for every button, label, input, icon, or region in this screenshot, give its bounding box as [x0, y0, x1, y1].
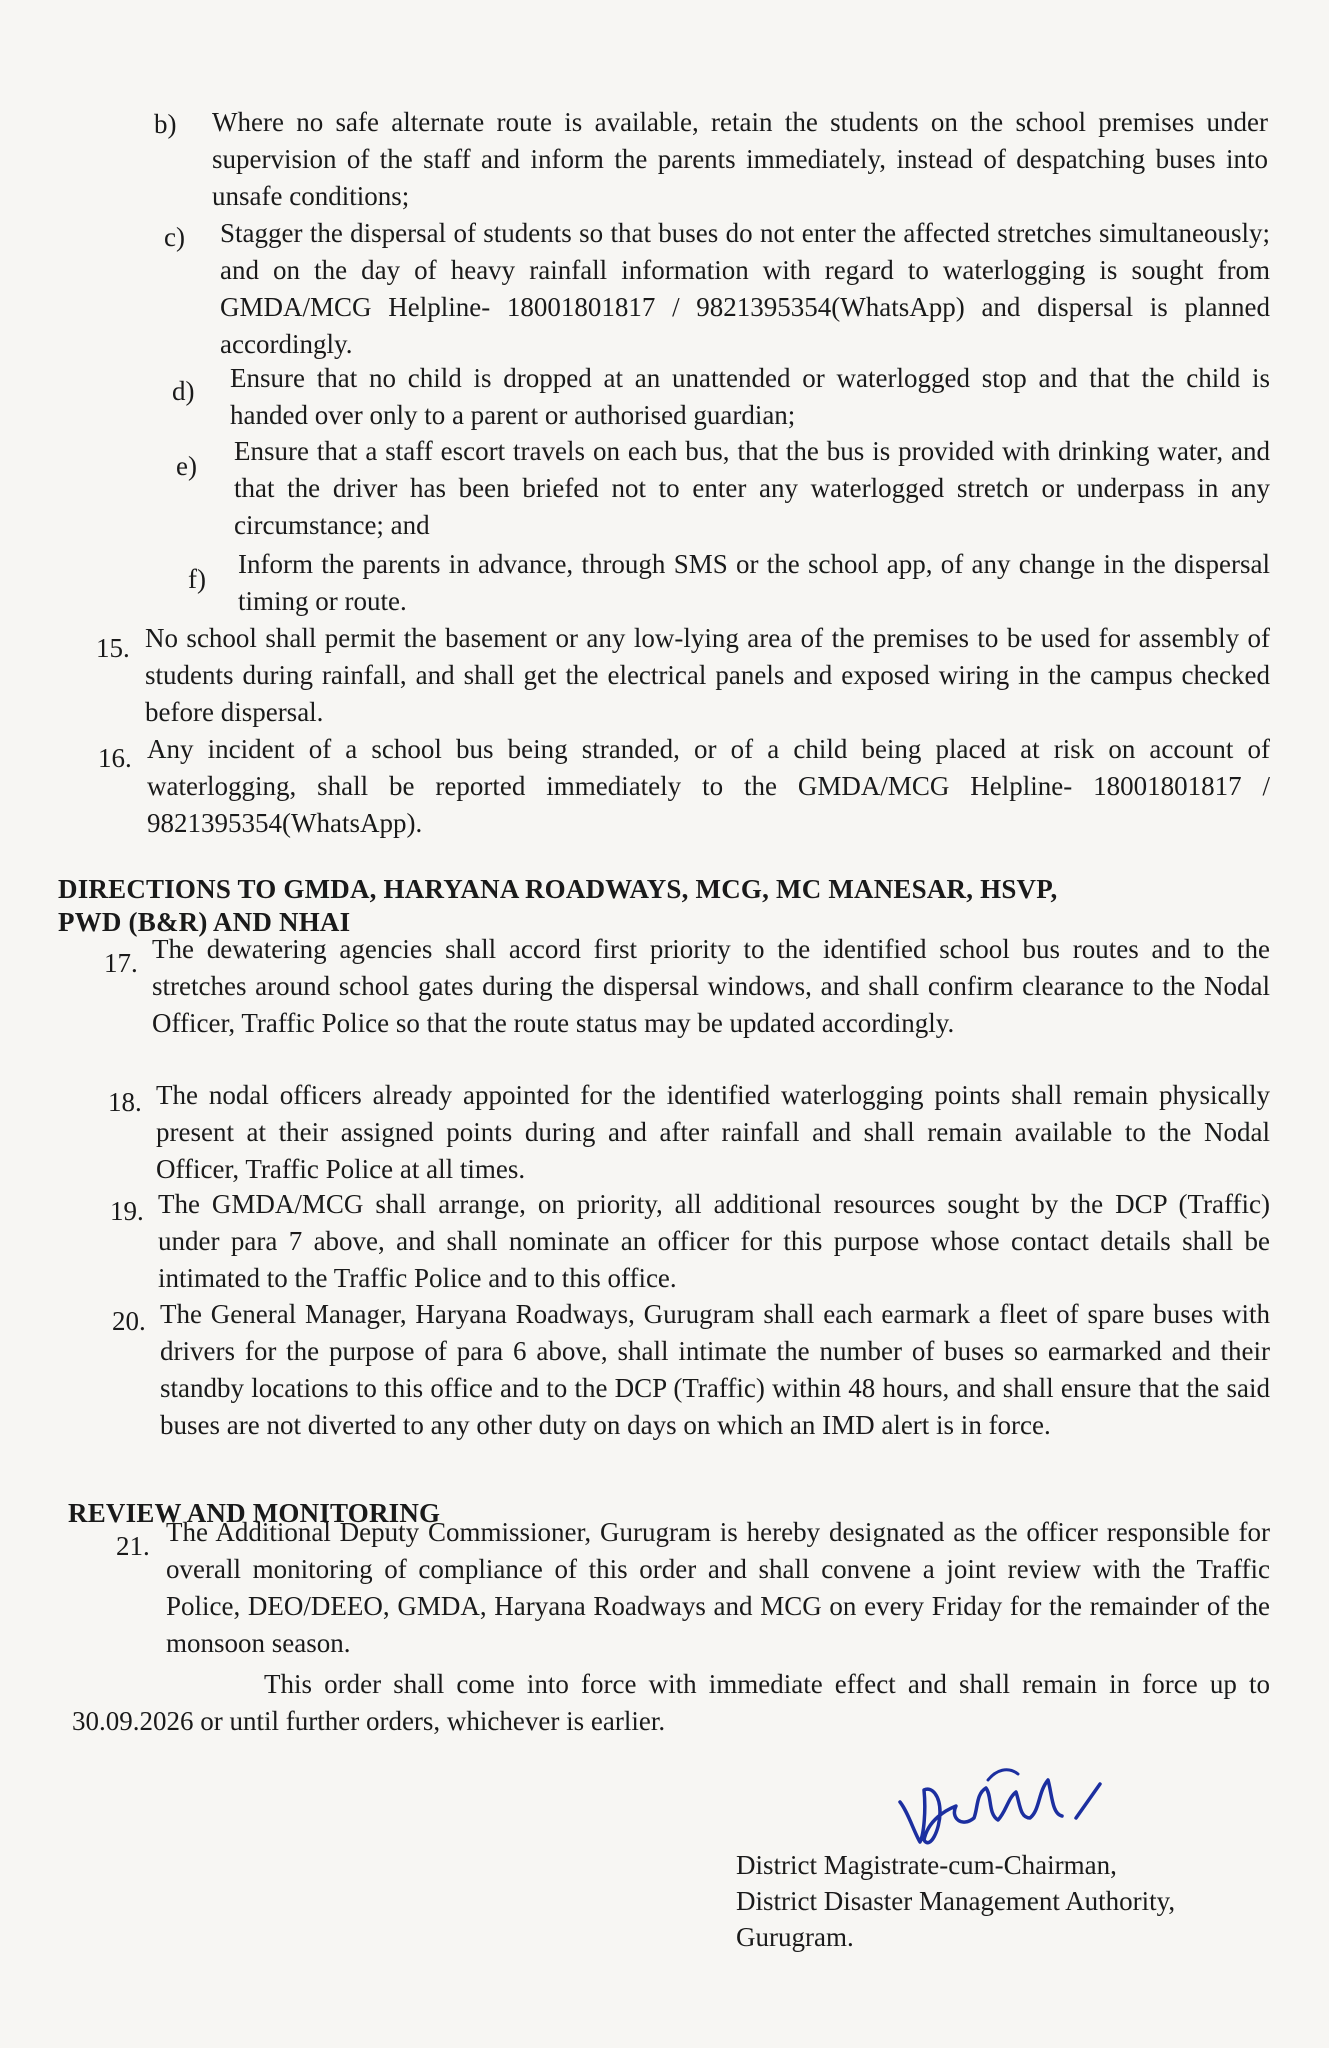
sub-item-text: Ensure that no child is dropped at an unattended or waterlogged stop and that the child is handed over only to a parent or authorised guardian;: [230, 363, 1270, 430]
item-text: No school shall permit the basement or any low-lying area of the premises to be used for assembly of students during rainfall, and shall get the electrical panels and exposed wiring in the campus checked before dispersal.: [145, 623, 1270, 727]
signature-image: [880, 1740, 1120, 1860]
closing-paragraph: This order shall come into force with immediate effect and shall remain in force up to 30.09.2026 or until further orders, whichever is earlier.: [72, 1669, 1270, 1736]
item-number: 16.: [98, 743, 132, 773]
sub-item-text: Ensure that a staff escort travels on each bus, that the bus is provided with drinking water, and that the driver has been briefed not to enter any waterlogged stretch or underpass in any circumstance; and: [234, 436, 1270, 540]
sub-item-label: c): [164, 222, 185, 252]
sub-item-text: Where no safe alternate route is available, retain the students on the school premises under supervision of the staff and inform the parents immediately, instead of despatching buses into unsafe conditions;: [212, 107, 1268, 211]
section-heading-directions-line1: DIRECTIONS TO GMDA, HARYANA ROADWAYS, MCG, MC MANESAR, HSVP,: [58, 874, 1058, 904]
item-number: 21.: [116, 1531, 150, 1561]
sub-item-text: Stagger the dispersal of students so that buses do not enter the affected stretches simultaneously; and on the day of heavy rainfall information with regard to waterlogging is sought from GMDA/MCG Helpline- 18001801817 / 9821395354(WhatsApp) and dispersal is planned accordingly.: [220, 218, 1270, 359]
sub-item-label: d): [172, 376, 195, 406]
item-text: The Additional Deputy Commissioner, Gurugram is hereby designated as the officer responsible for overall monitoring of compliance of this order and shall convene a joint review with the Traffic Police, DEO/DEEO, GMDA, Haryana Roadways and MCG on every Friday for the remainder of the monsoon season.: [166, 1517, 1270, 1658]
item-number: 19.: [110, 1196, 144, 1226]
sub-item-text: Inform the parents in advance, through SMS or the school app, of any change in the dispersal timing or route.: [238, 549, 1270, 616]
sub-item-label: f): [188, 564, 206, 594]
section-heading-directions-line2: PWD (B&R) AND NHAI: [58, 907, 351, 937]
item-text: The General Manager, Haryana Roadways, Gurugram shall each earmark a fleet of spare buses with drivers for the purpose of para 6 above, shall intimate the number of buses so earmarked and their standby locations to this office and to the DCP (Traffic) within 48 hours, and shall ensure that the said buses are not diverted to any other duty on days on which an IMD alert is in force.: [160, 1299, 1270, 1440]
item-number: 18.: [108, 1087, 142, 1117]
item-text: The nodal officers already appointed for the identified waterlogging points shall remain physically present at their assigned points during and after rainfall and shall remain available to the Nodal Officer, Traffic Police at all times.: [156, 1080, 1270, 1184]
item-text: The GMDA/MCG shall arrange, on priority, all additional resources sought by the DCP (Traffic) under para 7 above, and shall nominate an officer for this purpose whose contact details shall be intimated to the Traffic Police and to this office.: [158, 1189, 1270, 1293]
item-number: 20.: [112, 1306, 146, 1336]
sub-item-label: b): [154, 109, 177, 139]
signatory-location: Gurugram.: [736, 1922, 854, 1952]
item-text: Any incident of a school bus being stranded, or of a child being placed at risk on account of waterlogging, shall be reported immediately to the GMDA/MCG Helpline- 18001801817 / 9821395354(WhatsApp).: [147, 734, 1270, 838]
item-number: 17.: [104, 948, 138, 978]
section-heading-review: REVIEW AND MONITORING: [68, 1498, 441, 1528]
signatory-authority: District Disaster Management Authority,: [736, 1886, 1176, 1916]
item-text: The dewatering agencies shall accord first priority to the identified school bus routes and to the stretches around school gates during the dispersal windows, and shall confirm clearance to the Nodal Officer, Traffic Police so that the route status may be updated accordingly.: [152, 934, 1270, 1038]
sub-item-label: e): [176, 451, 197, 481]
signature-block: [736, 1847, 1175, 1955]
item-number: 15.: [96, 633, 130, 663]
signatory-designation: District Magistrate-cum-Chairman,: [736, 1850, 1117, 1880]
